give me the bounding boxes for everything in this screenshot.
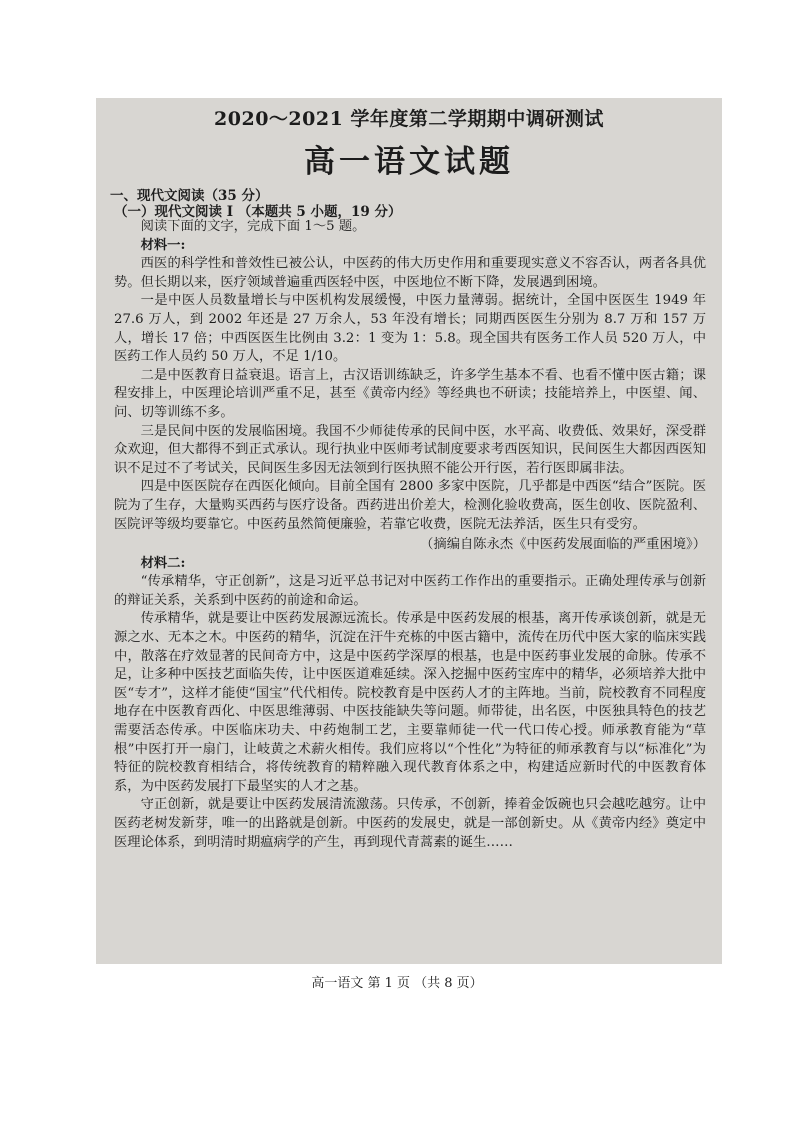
material-label: 材料二: [140,555,186,571]
exam-page-photo [96,98,722,964]
source-citation: （摘编自陈永杰《中医药发展面临的严重困境》） [420,537,706,553]
reading-passage [114,218,706,852]
paragraph: 西医的科学性和普效性已被公认，中医药的伟大历史作用和重要现实意义不容否认，两者各具优势。但长期以来，医疗领域普遍重西医轻中医，中医地位不断下降，发展遇到困境。 [114,256,706,290]
paragraph: 四是中医医院存在西医化倾向。目前全国有 2800 多家中医院，几乎都是中西医“结合”医院。医院为了生存，大量购买西药与医疗设备。西药进出价差大，检测化验收费高，医生创收、医院盈利、医院评等级均要靠它。中医药虽然简便廉验，若靠它收费，医院无法养活，医生只有受穷。 [114,479,706,532]
material-label: 材料一: [140,237,186,253]
exam-title: 2020～2021 学年度第二学期期中调研测试 [214,108,604,130]
subsection-heading: （一）现代文阅读 I （本题共 5 小题，19 分） [114,204,402,220]
page-footer: 高一语文 第 1 页 （共 8 页） [311,976,483,991]
instructions: 阅读下面的文字，完成下面 1～5 题。 [140,219,366,234]
paragraph: 守正创新，就是要让中医药发展清流激荡。只传承，不创新，捧着金饭碗也只会越吃越穷。让中医药老树发新芽，唯一的出路就是创新。中医药的发展史，就是一部创新史。从《黄帝内经》奠定中医理论体系，到明清时期瘟病学的产生，再到现代青蒿素的诞生…… [114,797,706,850]
paragraph: 二是中医教育日益衰退。语言上，古汉语训练缺乏，许多学生基本不看、也看不懂中医古籍；课程安排上，中医理论培训严重不足，甚至《黄帝内经》等经典也不研读；技能培养上，中医望、闻、问、切等训练不多。 [114,367,706,420]
paragraph: “传承精华，守正创新”，这是习近平总书记对中医药工作作出的重要指示。正确处理传承与创新的辩证关系，关系到中医药的前途和命运。 [114,574,706,608]
paragraph: 传承精华，就是要让中医药发展源远流长。传承是中医药发展的根基，离开传承谈创新，就是无源之水、无本之木。中医药的精华，沉淀在汗牛充栋的中医古籍中，流传在历代中医大家的临床实践中，散落在疗效显著的民间奇方中，这是中医药学深厚的根基，也是中医药事业发展的命脉。传承不足，让多种中医技艺面临失传，让中医医道难延续。深入挖掘中医药宝库中的精华，必须培养大批中医“专才”，这样才能使“国宝”代代相传。院校教育是中医药人才的主阵地。当前，院校教育不同程度地存在中医教育西化、中医思维薄弱、中医技能缺失等问题。师带徒，出名医，中医独具特色的技艺需要活态传承。中医临床功夫、中药炮制工艺，主要靠师徒一代一代口传心授。师承教育能为“草根”中医打开一扇门，让岐黄之术薪火相传。我们应将以“个性化”为特征的师承教育与以“标准化”为特征的院校教育相结合，将传统教育的精粹融入现代教育体系之中，构建适应新时代的中医教育体系，为中医药发展打下最坚实的人才之基。 [114,611,706,794]
subject-title: 高一语文试题 [304,144,514,180]
section-heading: 一、现代文阅读（35 分） [110,188,269,204]
paragraph: 一是中医人员数量增长与中医机构发展缓慢，中医力量薄弱。据统计，全国中医医生 1949 年 27.6 万人，到 2002 年还是 27 万余人，53 年没有增长；同期西医医生分别为 8.7 万和 157 万人，增长 17 倍；中西医医生比例由 3.2：1 变为 1：5.8。现全国共有医务工作人员 520 万人，中医药工作人员约 50 万人，不足 1/10。 [114,293,706,365]
paragraph: 三是民间中医的发展临困境。我国不少师徒传承的民间中医，水平高、收费低、效果好，深受群众欢迎，但大都得不到正式承认。现行执业中医师考试制度要求考西医知识，民间医生大都因西医知识不足过不了考试关，民间医生多因无法领到行医执照不能公开行医，若行医即属非法。 [114,423,706,476]
